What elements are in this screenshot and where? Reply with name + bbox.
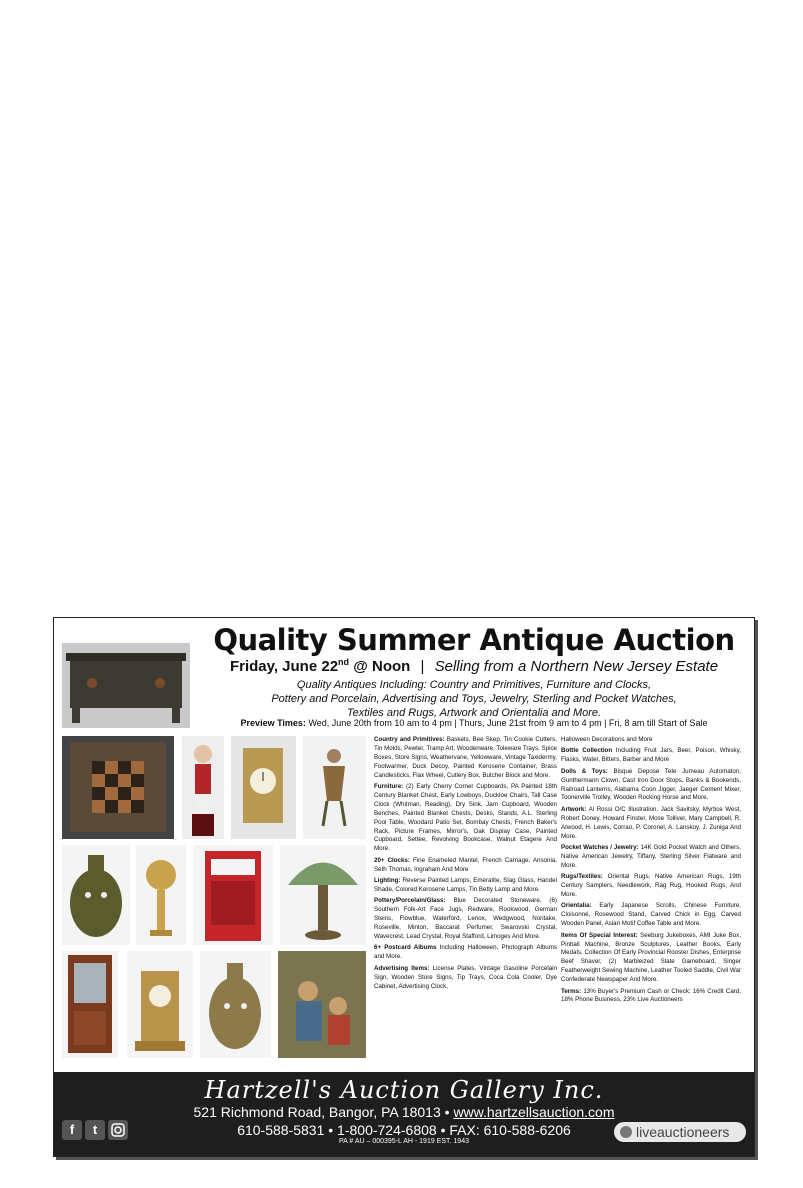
categories-left-column: [374, 736, 557, 994]
category-text: Early Japanese Scrolls, Chinese Furniture, Cloisonné, Rosewood Stand, Carved Chick in Egg, Carved Wooden Panel, Asian Motif Coffee Table and More.: [561, 902, 741, 928]
intro-text: [204, 678, 744, 720]
figurine-photo: [303, 736, 366, 839]
coca-cola-cooler-photo: [193, 845, 273, 945]
category-text: Seeburg Jukeboxes, AMI Juke Box, Pinball Machine, Bronze Sculptures, Leather Books, Early Medals, Collection Of Early Provincial Rooster Dishes, Enterprise Beef Shaver, (2) Marbleized Slate Gameboard, Singer Featherweight Sewing Machine, Leather Tooled Saddle, Civil War Confederate Newspaper And More.: [561, 931, 741, 984]
painting-photo: [278, 951, 366, 1058]
category-label: Artwork:: [561, 805, 587, 813]
category-text: Fine Enameled Mantel, French Carriage, Ansonia, Seth Thomas, Ingraham And More: [374, 856, 557, 873]
category-text: Including Halloween, Photograph Albums and More.: [374, 944, 557, 961]
auction-advertisement: [53, 617, 755, 1157]
auction-time: @ Noon: [353, 658, 411, 675]
category-text: License Plates, Vintage Gasoline Porcelain Sign, Wooden Store Signs, Tip Trays, Coca Cola Cooler, Dye Cabinet, Advertising Clock,: [374, 964, 557, 990]
corner-cupboard-photo: [62, 951, 118, 1058]
category-text: (2) Early Cherry Corner Cupboards, PA Painted 18th Century Blanket Chest, Early Lowboys, Duckloe Chairs, Tall Case Clock (Whitman, Reading), Dry Sink, Jam Cupboard, Wooden Benches, Painted Blanket Chests, Desks, Stands, A.L. Sterling Pool Table, Woodard Patio Set, Bombay Chests, French Baker's Rack, Picture Frames, Mirror's, Oak Display Case, Painted Cupboard, Settee, Revolving Bookcase, Walnut Etagere And More.: [374, 783, 557, 853]
category-text: Baskets, Bee Skep, Tin Cookie Cutters, Tin Molds, Pewter, Tramp Art, Woodenware, Toleware Trays, Spice Boxes, Store Signs, Weathervane, Yellowware, Vintage Taxidermy, Footwarmer, Duck Decoy, Painted Kerosene Container, Brass Candlesticks, Flax Wheel, Cutlery Box, Butcher Block and More.: [374, 736, 557, 779]
instagram-icon[interactable]: [108, 1120, 128, 1140]
intro-line: Textiles and Rugs, Artwork and Orientalia and More.: [346, 707, 602, 719]
preview-label: Preview Times:: [240, 718, 306, 728]
category-label: Advertising Items:: [374, 964, 430, 972]
category-entry: [561, 873, 741, 900]
facebook-icon[interactable]: f: [62, 1120, 82, 1140]
category-entry: [561, 768, 741, 804]
gallery-name: Hartzell's Auction Gallery Inc.: [204, 1076, 604, 1104]
bullet: •: [444, 1104, 450, 1120]
category-entry: [561, 988, 741, 1006]
preview-text: Wed, June 20th from 10 am to 4 pm | Thurs, June 21st from 9 am to 4 pm | Fri, 8 am till Start of Sale: [308, 718, 708, 728]
face-jug-photo: [62, 845, 130, 945]
category-label: Pottery/Porcelain/Glass:: [374, 897, 446, 905]
category-text: Including Fruit Jars, Beer, Poison, Whisky, Flasks, Water, Bitters, Barber and More: [561, 747, 741, 764]
auction-date: Friday, June 22: [229, 658, 339, 675]
category-entry: [374, 783, 557, 854]
category-text: 14K Gold Pocket Watch and Others, Native American Jewelry, Tiffany, Sterling Silver Flatware and More.: [561, 843, 741, 869]
categories-right-column: [561, 736, 741, 1008]
category-label: Lighting:: [374, 877, 401, 885]
category-label: 20+ Clocks:: [374, 856, 410, 864]
category-entry: [561, 932, 741, 985]
category-entry: [561, 736, 741, 745]
category-label: Items Of Special Interest:: [561, 931, 638, 939]
website-link[interactable]: www.hartzellsauction.com: [453, 1104, 615, 1120]
license-line: PA # AU – 000395-L AH - 1919 EST. 1943: [339, 1138, 469, 1145]
category-label: Country and Primitives:: [374, 736, 445, 743]
category-text: Blue Decorated Stoneware, (6) Southern Folk-Art Face Jugs, Redware, Rookwood, German Steins, Flowblue, Waterford, Lenox, Wedgwood, Noritake, Roseville, Minton, Baccarat Perfumer, Swarovski Crystal, Wavecrest, Lead Crystal, Royal Stafford, Limoges And More.: [374, 897, 557, 941]
address-line: [54, 1104, 754, 1120]
face-jug-2-photo: [200, 951, 271, 1058]
category-entry: [374, 965, 557, 992]
category-label: Rugs/Textiles:: [561, 873, 603, 881]
category-entry: [561, 806, 741, 842]
brass-clock-photo: [231, 736, 296, 839]
phone-line: 610-588-5831 • 1-800-724-6808 • FAX: 610-588-6206: [237, 1122, 571, 1138]
category-entry: [374, 897, 557, 942]
category-label: 6+ Postcard Albums: [374, 944, 437, 952]
date-suffix: nd: [338, 657, 350, 667]
category-label: Orientalia:: [561, 902, 592, 910]
category-text: Oriental Rugs, Native American Rugs, 19th Century Samplers, Needlework, Rag Rug, Hooked Rugs, And More.: [561, 873, 741, 898]
category-entry: [561, 844, 741, 871]
intro-line: Quality Antiques Including: Country and Primitives, Furniture and Clocks,: [296, 679, 652, 691]
category-entry: [374, 857, 557, 875]
category-entry: [374, 877, 557, 895]
category-label: Bottle Collection: [561, 747, 613, 755]
category-label: Furniture:: [374, 783, 404, 791]
automaton-doll-photo: [182, 736, 224, 839]
intro-line: Pottery and Porcelain, Advertising and Toys, Jewelry, Sterling and Pocket Watches,: [271, 693, 677, 705]
liveauctioneers-icon: [620, 1126, 632, 1138]
reverse-painted-lamp-photo: [280, 845, 366, 945]
category-entry: [561, 747, 741, 765]
preview-times: [204, 718, 744, 728]
blanket-chest-photo: [62, 643, 190, 728]
category-text: Bisque Depose Tete Jumeau Automaton, Gunthermann Clown, Cast Iron Door Stops, Banks & Bookends, Railroad Lanterns, Alabama Coon Jigger, Jaeger Cement Mixer, Toonerville Trolley, Wooden Rocking Horse and More.: [561, 767, 741, 802]
checkerboard-photo: [62, 736, 174, 839]
category-label: Terms:: [561, 987, 582, 995]
brass-gauge-photo: [136, 845, 186, 945]
liveauctioneers-logo[interactable]: [614, 1122, 746, 1142]
auction-date-line: [204, 657, 744, 675]
twitter-icon[interactable]: t: [85, 1120, 105, 1140]
category-text: Halloween Decorations and More: [561, 736, 653, 743]
category-label: Pocket Watches / Jewelry:: [561, 843, 639, 851]
category-label: Dolls & Toys:: [561, 767, 608, 775]
mantel-clock-photo: [127, 951, 193, 1058]
category-text: Al Rossi O/C Illustration, Jack Savitsky, Myrtice West, Robert Doney, Howard Finster, Mose Tolliver, Mary Campbell, R. Atwood, H. Lewis, Corrao, P. Coronel, A. Lanskoy, J. Zuniga And More.: [561, 805, 741, 840]
footer-bar: [54, 1072, 754, 1156]
category-text: Reverse Painted Lamps, Emeralite, Slag Glass, Handel Shade, Colored Kerosene Lamps, Tin Betty Lamp and More.: [374, 877, 557, 893]
category-entry: [561, 902, 741, 929]
category-entry: [374, 736, 557, 781]
address: 521 Richmond Road, Bangor, PA 18013: [193, 1104, 441, 1120]
category-entry: [374, 944, 557, 962]
liveauctioneers-text: liveauctioneers: [636, 1124, 730, 1140]
estate-note: Selling from a Northern New Jersey Estate: [434, 658, 719, 675]
separator: |: [420, 658, 425, 675]
category-text: 13% Buyer's Premium Cash or Check; 16% Credit Card, 18% Phone Business, 23% Live Auctioneers: [561, 987, 741, 1004]
auction-title: Quality Summer Antique Auction: [213, 623, 735, 657]
